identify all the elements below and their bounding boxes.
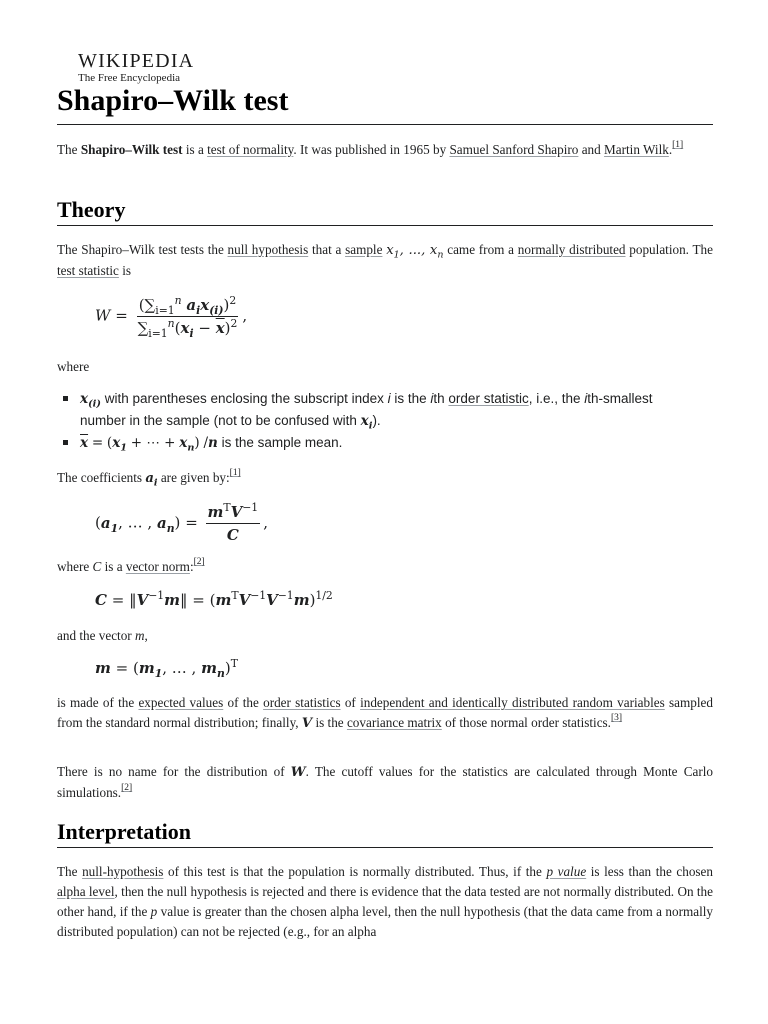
made-text: of — [340, 695, 361, 710]
citation-ref[interactable]: [1] — [672, 140, 684, 150]
formula-w-statistic: W = $\frac{(\sum_{i=1}^n a_ix_{(i)})^2}{\sum_{i=1}^n(x_i - \overline{x})^2}$ , — [95, 294, 248, 340]
made-text: is made of the — [57, 695, 139, 710]
bullet-marker — [63, 440, 68, 445]
link-test-of-normality[interactable]: test of normality — [207, 142, 294, 157]
list-item: $\overline{x} = (x_1$ + ⋯ + $x_n$) /n is the sample mean. — [57, 432, 697, 454]
theory-text: that a — [308, 242, 346, 257]
section-divider — [57, 225, 713, 226]
interp-text: , then the null hypothesis is rejected and there is evidence that the data tested are not normally distributed. On the other hand, if the — [57, 884, 714, 919]
coefficients-paragraph — [57, 468, 713, 489]
italic-var: i — [430, 391, 434, 406]
citation-ref[interactable]: [2] — [193, 557, 205, 567]
bullet-text: is the — [390, 391, 431, 406]
made-text: of the — [223, 695, 264, 710]
link-iid-random-variables[interactable]: independent and identically distributed random variables — [360, 695, 665, 710]
math-ai: $a_i$ — [145, 471, 158, 489]
theory-text: came from a — [443, 242, 518, 257]
link-null-hypothesis[interactable]: null-hypothesis — [82, 864, 164, 879]
vector-norm-paragraph — [57, 557, 713, 577]
math-w: W — [290, 765, 306, 780]
vector-m-paragraph — [57, 626, 713, 646]
citation-ref[interactable]: [3] — [610, 713, 623, 723]
intro-text: . — [668, 142, 673, 157]
link-covariance-matrix[interactable]: covariance matrix — [346, 715, 442, 730]
link-null-hypothesis[interactable]: null hypothesis — [227, 242, 309, 257]
link-samuel-sanford-shapiro[interactable]: Samuel Sanford Shapiro — [449, 142, 579, 157]
wikipedia-tagline: The Free Encyclopedia — [78, 72, 181, 84]
intro-bold-term: Shapiro–Wilk test — [80, 142, 183, 157]
wikipedia-wordmark[interactable]: WIKIPEDIA — [78, 50, 195, 72]
math-v: V — [301, 716, 313, 731]
formula-c-norm: $C = ‖V^{-1}m‖ = (m^TV^{-1}V^{-1}m)^{1/2}$ — [95, 589, 333, 609]
citation-ref[interactable]: [2] — [121, 783, 133, 793]
italic-var: i — [584, 391, 588, 406]
theory-text: The Shapiro–Wilk test tests the — [57, 242, 228, 257]
norm-text: : — [189, 559, 194, 574]
link-sample[interactable]: sample — [345, 242, 383, 257]
distribution-paragraph — [57, 762, 713, 803]
bullet-text: th-smallest number in the sample (not to be confused with — [80, 391, 653, 428]
italic-var: C — [92, 559, 102, 574]
page-title: Shapiro–Wilk test — [57, 84, 289, 117]
citation-ref[interactable]: [1] — [229, 468, 241, 478]
norm-text: is a — [101, 559, 126, 574]
link-normally-distributed[interactable]: normally distributed — [517, 242, 626, 257]
theory-paragraph — [57, 240, 713, 281]
bullet-text: , i.e., the — [528, 391, 585, 406]
noname-text: . The cutoff values for the statistics are calculated through Monte Carlo simulations. — [57, 764, 713, 800]
where-text: where — [57, 359, 90, 374]
vecm-text: , — [144, 628, 148, 643]
link-test-statistic[interactable]: test statistic — [57, 263, 119, 278]
bullet-text: ). — [372, 413, 381, 428]
italic-var: m — [135, 628, 145, 643]
link-alpha-level[interactable]: alpha level — [57, 884, 115, 899]
made-text: is the — [312, 715, 347, 730]
section-heading-interpretation: Interpretation — [57, 819, 192, 844]
bullet-text: th — [433, 391, 449, 406]
link-martin-wilk[interactable]: Martin Wilk — [604, 142, 669, 157]
formula-coefficients: ($a_1$, … , $a_n$) = $\frac{m^TV^{-1}}{C}$ , — [95, 501, 268, 544]
intro-text: . It was published in 1965 by — [293, 142, 450, 157]
interp-text: of this test is that the population is normally distributed. Thus, if the — [163, 864, 547, 879]
coef-text: are given by: — [157, 470, 230, 485]
bullet-text: with parentheses enclosing the subscript index — [100, 391, 388, 406]
norm-text: where — [57, 559, 93, 574]
intro-text: The — [57, 142, 81, 157]
link-order-statistic[interactable]: order statistic — [448, 391, 529, 406]
noname-text: There is no name for the distribution of — [57, 764, 291, 779]
italic-var: p — [150, 904, 158, 919]
math-mean: $\overline{x}$ — [80, 435, 89, 451]
section-heading-theory: Theory — [57, 197, 126, 222]
math-order-statistic: $x_{(i)}$ — [80, 391, 101, 410]
section-divider — [57, 847, 713, 848]
title-divider — [57, 124, 713, 125]
intro-text: and — [578, 142, 605, 157]
theory-text: population. The — [625, 242, 713, 257]
theory-text: is — [118, 263, 131, 278]
link-order-statistics[interactable]: order statistics — [263, 695, 341, 710]
list-item — [57, 388, 697, 432]
intro-text: is a — [182, 142, 208, 157]
definitions-list — [57, 388, 697, 454]
interp-text: value is greater than the chosen alpha level, then the null hypothesis (that the data came from a normally distributed population) can not be rejected (e.g., for an alpha — [57, 904, 713, 939]
math-xi: $x_i$ — [360, 413, 373, 432]
interp-text: is less than the chosen — [586, 864, 714, 879]
link-expected-values[interactable]: expected values — [138, 695, 224, 710]
intro-paragraph — [57, 140, 713, 160]
link-vector-norm[interactable]: vector norm — [125, 559, 190, 574]
coef-text: The coefficients — [57, 470, 146, 485]
math-sample-range: $x_1$, ..., $x_n$ — [386, 243, 444, 261]
formula-vector-m: $m = (m_1$, … , $m_n)^T$ — [95, 657, 238, 680]
made-text: sampled from the standard normal distribution; finally, — [57, 695, 713, 730]
bullet-marker — [63, 396, 68, 401]
bullet-text: is the sample mean. — [217, 435, 343, 450]
made-text: of those normal order statistics. — [441, 715, 611, 730]
italic-var: i — [387, 391, 391, 406]
vecm-text: and the vector — [57, 628, 135, 643]
link-p-value[interactable]: p value — [546, 864, 587, 879]
interpretation-paragraph — [57, 862, 713, 942]
interp-text: The — [57, 864, 83, 879]
expected-values-paragraph — [57, 693, 713, 734]
